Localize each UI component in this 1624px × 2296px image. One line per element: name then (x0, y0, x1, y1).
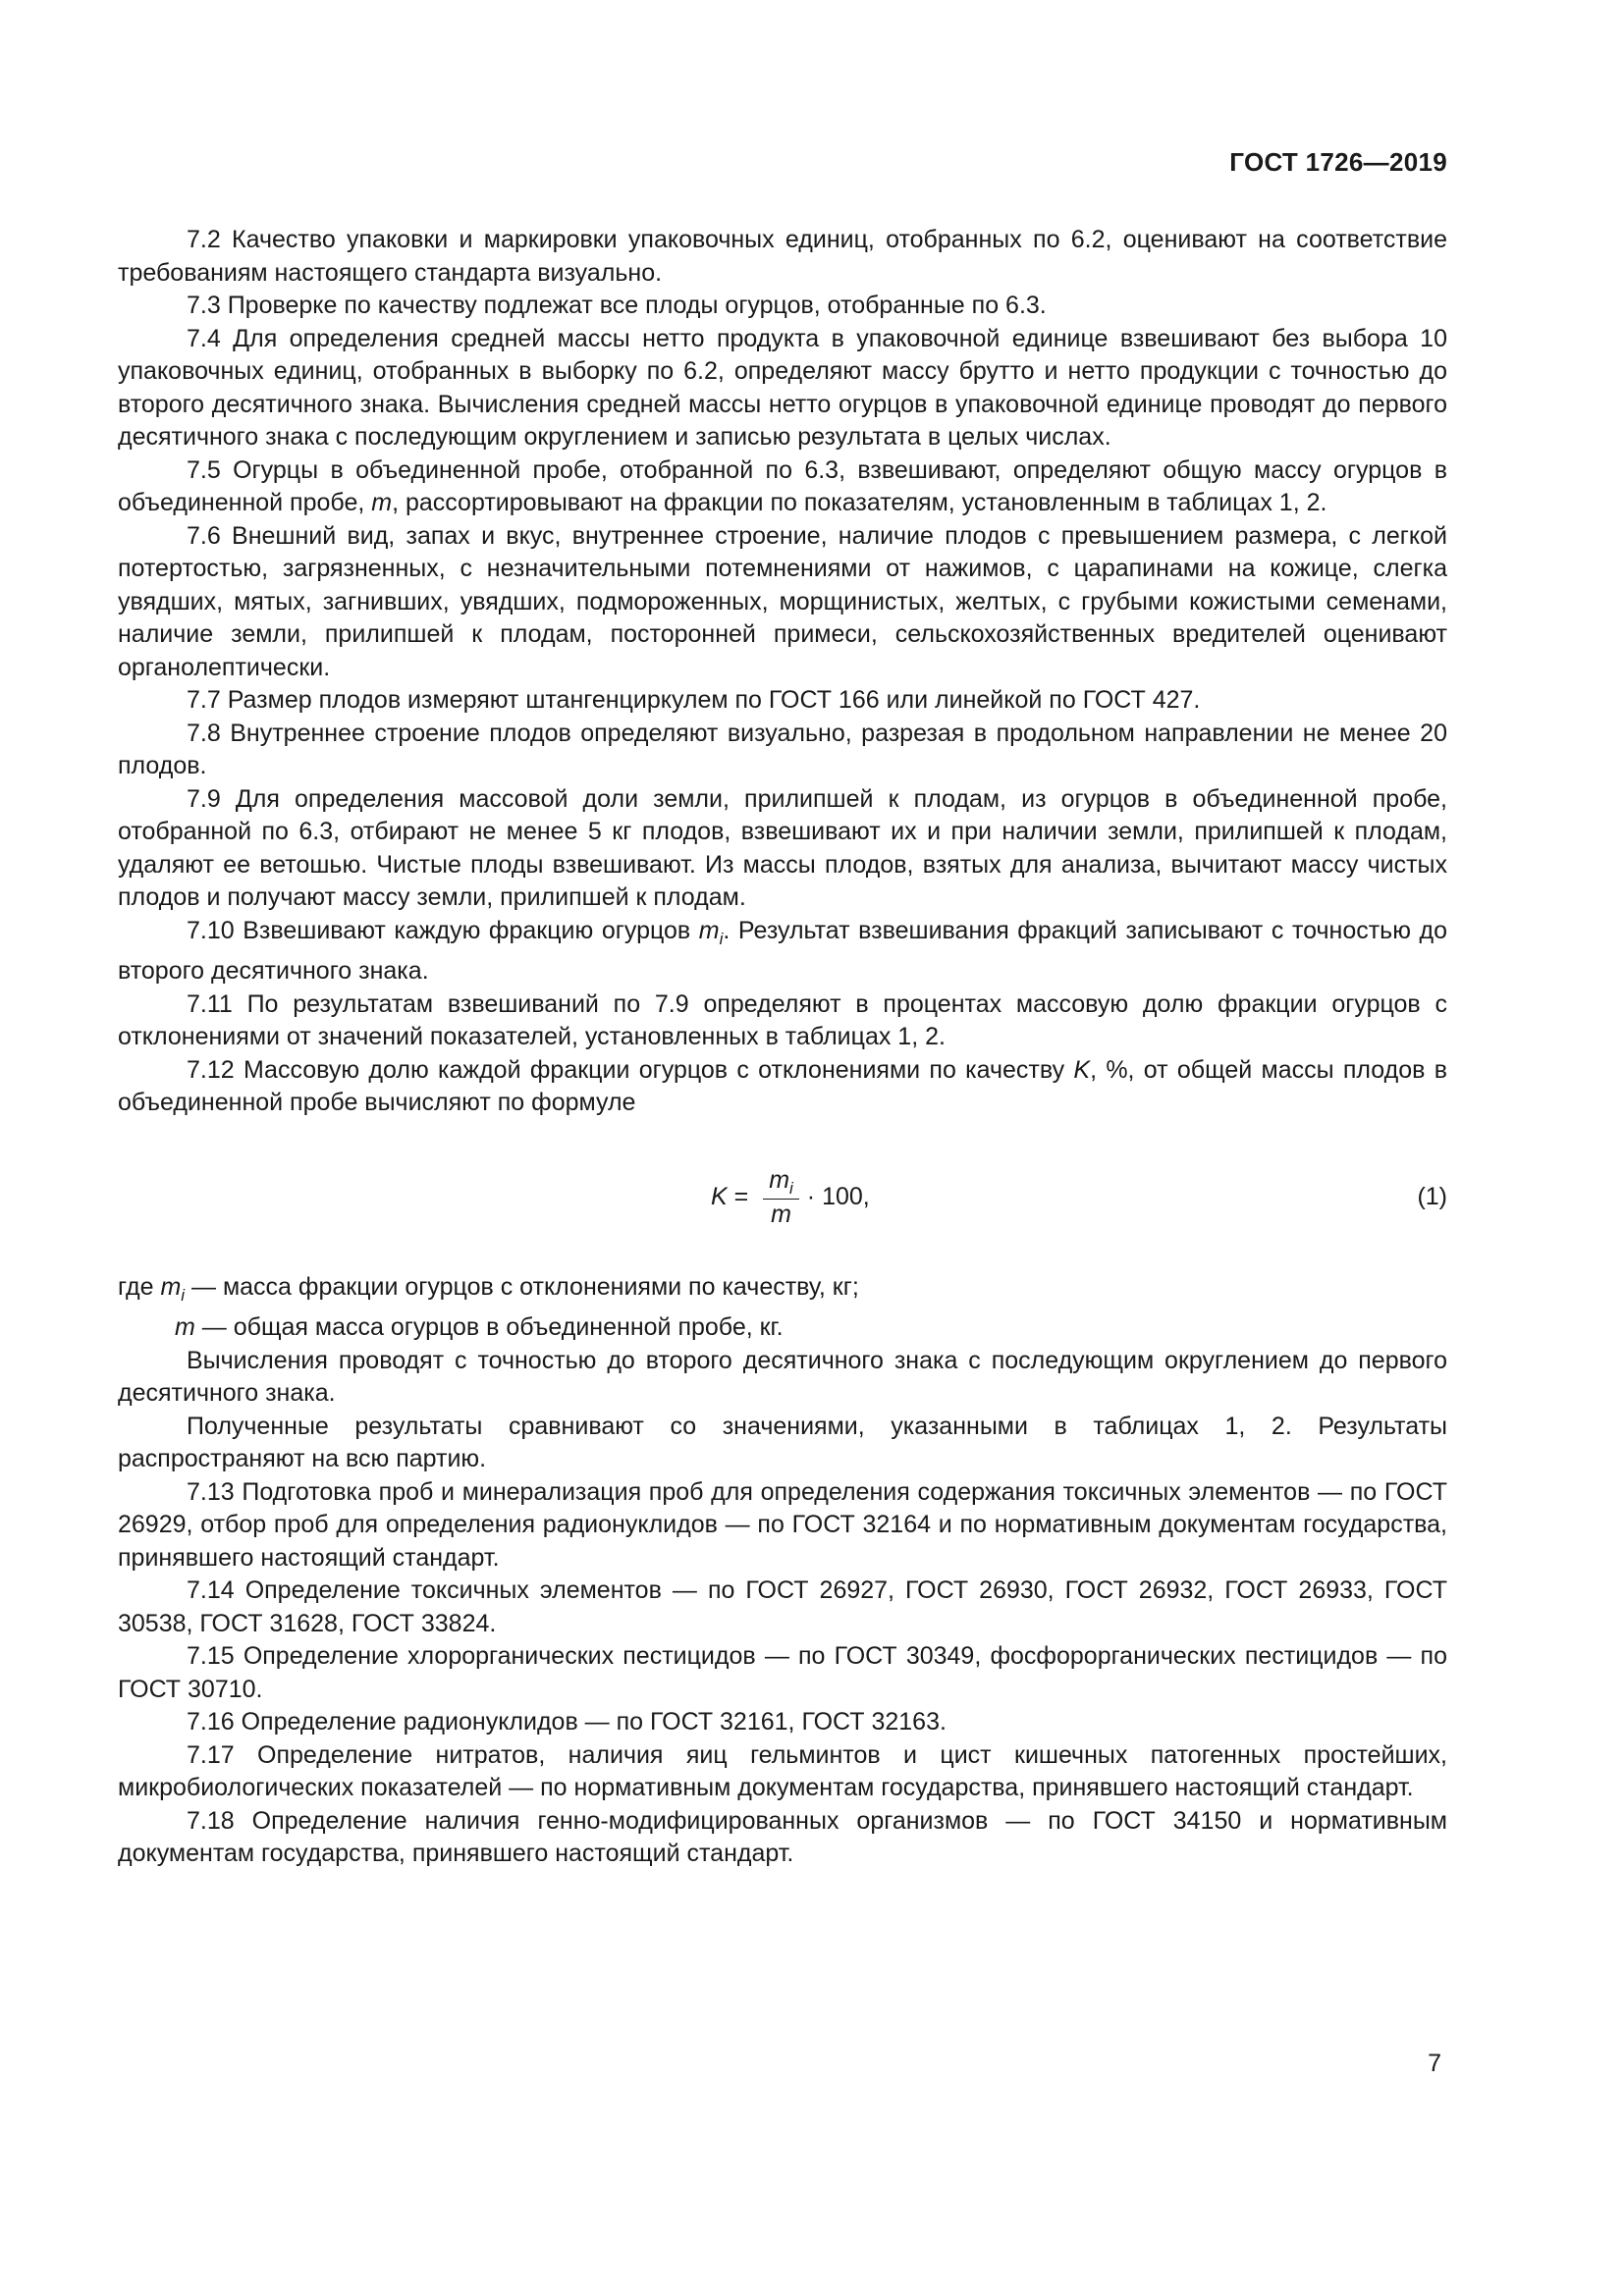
clause-7-9: 7.9 Для определения массовой доли земли, прилипшей к плодам, из огурцов в объединенной пробе, отобранной по 6.3, отбирают не менее 5 кг плодов, взвешивают их и при наличии земли, прилипшей к плодам, удаляют ее ветошью. Чистые плоды взвешивают. Из массы плодов, взятых для анализа, вычитают массу чистых плодов и получают массу земли, прилипшей к плодам. (118, 784, 1447, 911)
clause-7-10-text-b: . Результат взвешивания фракций записывают с точностью до второго десятичного знака. (118, 916, 1447, 985)
clause-7-7: 7.7 Размер плодов измеряют штангенциркулем по ГОСТ 166 или линейкой по ГОСТ 427. (187, 686, 1201, 714)
calculation-note: Вычисления проводят с точностью до второго десятичного знака с последующим округлением до первого десятичного знака. (118, 1346, 1447, 1407)
where-2-text: — общая масса огурцов в объединенной пробе, кг. (194, 1313, 784, 1341)
clause-7-13: 7.13 Подготовка проб и минерализация проб для определения содержания токсичных элементов — по ГОСТ 26929, отбор проб для определения радионуклидов — по ГОСТ 32164 и по нормативным документам государства, принявшего настоящий стандарт. (118, 1477, 1447, 1572)
clause-7-18: 7.18 Определение наличия генно-модифицированных организмов — по ГОСТ 34150 и нормативным документам государства, принявшего настоящий стандарт. (118, 1806, 1447, 1867)
clause-7-15: 7.15 Определение хлорорганических пестицидов — по ГОСТ 30349, фосфорорганических пестицидов — по ГОСТ 30710. (118, 1642, 1447, 1703)
where-prefix: где (118, 1272, 161, 1301)
clause-7-12 (118, 1054, 1447, 1120)
variable-m: m (160, 1272, 182, 1301)
formula-number: (1) (1417, 1182, 1447, 1210)
variable-m: m (175, 1313, 195, 1341)
formula-k (711, 1165, 870, 1231)
clause-7-4: 7.4 Для определения средней массы нетто продукта в упаковочной единице взвешивают без выбора 10 упаковочных единиц, отобранных в выборку по 6.2, определяют массу брутто и нетто продукции с точностью до второго десятичного знака. Вычисления средней массы нетто огурцов в упаковочной единице проводят до первого десятичного знака с последующим округлением и записью результата в целых числах. (118, 324, 1447, 451)
formula-numerator (763, 1165, 799, 1200)
numerator-var: m (769, 1165, 790, 1194)
clause-7-10 (118, 915, 1447, 988)
clause-7-6: 7.6 Внешний вид, запах и вкус, внутреннее строение, наличие плодов с превышением размера, с легкой потертостью, загрязненных, с незначительными потемнениями от нажимов, с царапинами на кожице, слегка увядших, мятых, загнивших, увядших, подмороженных, морщинистых, желтых, с грубыми кожистыми семенами, наличие земли, прилипшей к плодам, посторонней примеси, сельскохозяйственных вредителей оценивают органолептически. (118, 521, 1447, 681)
clause-7-8: 7.8 Внутреннее строение плодов определяют визуально, разрезая в продольном направлении не менее 20 плодов. (118, 719, 1447, 779)
clause-7-17: 7.17 Определение нитратов, наличия яиц гельминтов и цист кишечных патогенных простейших, микробиологических показателей — по нормативным документам государства, принявшего настоящий стандарт. (118, 1740, 1447, 1801)
clause-7-11: 7.11 По результатам взвешиваний по 7.9 определяют в процентах массовую долю фракции огурцов с отклонениями от значений показателей, установленных в таблицах 1, 2. (118, 989, 1447, 1050)
clause-7-12-text-b: , %, от общей массы плодов в объединенной пробе вычисляют по формуле (118, 1055, 1447, 1116)
formula-denominator (765, 1200, 797, 1230)
clause-7-2: 7.2 Качество упаковки и маркировки упаковочных единиц, отобранных по 6.2, оценивают на соответствие требованиям настоящего стандарта визуально. (118, 226, 1447, 287)
where-line-1 (118, 1271, 1447, 1312)
variable-k: K (1073, 1055, 1091, 1084)
clause-7-5 (118, 454, 1447, 520)
subscript-i: i (181, 1285, 186, 1305)
clause-7-16: 7.16 Определение радионуклидов — по ГОСТ 32161, ГОСТ 32163. (187, 1708, 947, 1735)
variable-m: m (371, 489, 393, 516)
formula-equals: = (727, 1183, 756, 1210)
clause-7-5-text-b: , рассортировывают на фракции по показателям, установленным в таблицах 1, 2. (392, 489, 1327, 516)
clause-7-10-text-a: 7.10 Взвешивают каждую фракцию огурцов (187, 916, 699, 944)
clause-7-3: 7.3 Проверке по качеству подлежат все плоды огурцов, отобранные по 6.3. (187, 292, 1047, 319)
document-code-header: ГОСТ 1726—2019 (1229, 147, 1447, 177)
denominator-var: m (771, 1200, 791, 1228)
clause-7-12-text-a: 7.12 Массовую долю каждой фракции огурцов с отклонениями по качеству (187, 1055, 1074, 1084)
formula-fraction (763, 1165, 799, 1231)
subscript-i: i (719, 929, 724, 948)
numerator-sub: i (789, 1178, 793, 1198)
formula-rhs: · 100, (806, 1183, 870, 1210)
where-1-text: — масса фракции огурцов с отклонениями по качеству, кг; (185, 1272, 859, 1301)
where-line-2 (118, 1311, 1447, 1345)
clause-7-14: 7.14 Определение токсичных элементов — по ГОСТ 26927, ГОСТ 26930, ГОСТ 26932, ГОСТ 26933, ГОСТ 30538, ГОСТ 31628, ГОСТ 33824. (118, 1576, 1447, 1637)
variable-m: m (698, 916, 720, 944)
formula-lhs: K (711, 1183, 728, 1210)
formula-block (118, 1124, 1447, 1271)
results-note: Полученные результаты сравнивают со значениями, указанными в таблицах 1, 2. Результаты распространяют на всю партию. (118, 1412, 1447, 1472)
document-body (118, 224, 1447, 1871)
clause-7-5-text-a: 7.5 Огурцы в объединенной пробе, отобранной по 6.3, взвешивают, определяют общую массу огурцов в объединенной пробе, (118, 455, 1447, 516)
page-number: 7 (1428, 2050, 1441, 2077)
